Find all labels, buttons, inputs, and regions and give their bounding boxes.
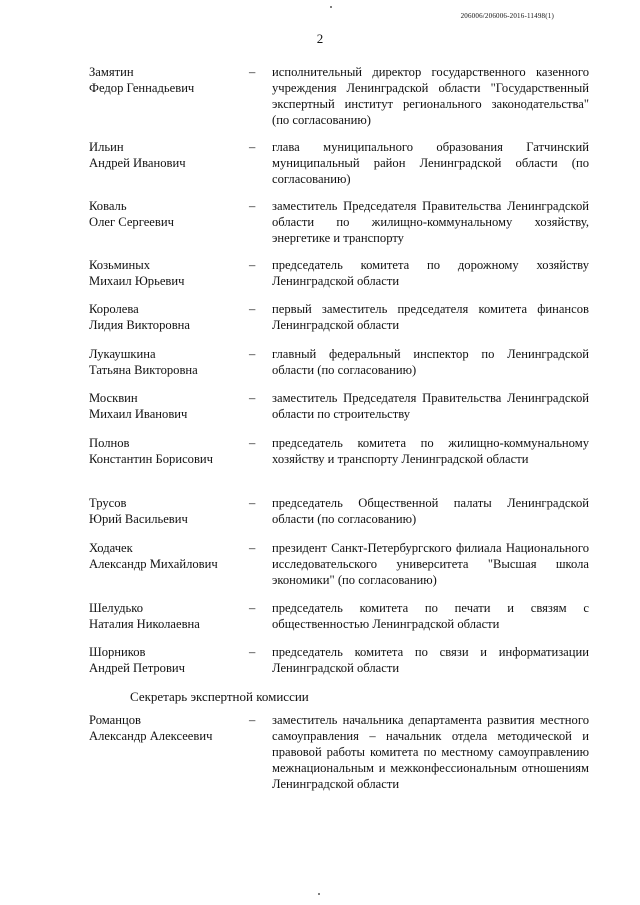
member-name bbox=[89, 346, 249, 378]
member-surname: Королева bbox=[89, 302, 139, 316]
member-given-name: Андрей Иванович bbox=[89, 156, 186, 170]
secretary-name bbox=[89, 712, 249, 744]
dash: – bbox=[249, 199, 256, 213]
scan-mark-top bbox=[330, 6, 332, 8]
member-name bbox=[89, 435, 249, 467]
member-name bbox=[89, 257, 249, 289]
member-role: президент Санкт-Петербургского филиала Национального исследовательского университета "Высшая школа экономики" (по согласованию) bbox=[272, 541, 589, 587]
dash: – bbox=[249, 713, 256, 727]
dash: – bbox=[249, 65, 256, 79]
dash: – bbox=[249, 601, 256, 615]
member-role: председатель комитета по дорожному хозяйству Ленинградской области bbox=[272, 258, 589, 288]
scan-mark-bottom bbox=[318, 893, 320, 895]
member-name bbox=[89, 390, 249, 422]
member-role: председатель комитета по связи и информатизации Ленинградской области bbox=[272, 645, 589, 675]
member-surname: Шелудько bbox=[89, 601, 144, 615]
member-given-name: Юрий Васильевич bbox=[89, 512, 188, 526]
document-id: 206006/206006-2016-11498(1) bbox=[460, 12, 554, 20]
member-role: заместитель Председателя Правительства Ленинградской области по жилищно-коммунальному хозяйству, энергетике и транспорту bbox=[272, 199, 589, 245]
member-surname: Коваль bbox=[89, 199, 127, 213]
member-surname: Трусов bbox=[89, 496, 127, 510]
dash: – bbox=[249, 541, 256, 555]
member-role: председатель Общественной палаты Ленинградской области (по согласованию) bbox=[272, 496, 589, 526]
member-given-name: Александр Михайлович bbox=[89, 557, 218, 571]
member-name bbox=[89, 301, 249, 333]
member-name bbox=[89, 64, 249, 96]
member-surname: Полнов bbox=[89, 436, 130, 450]
member-given-name: Лидия Викторовна bbox=[89, 318, 190, 332]
secretary-surname: Романцов bbox=[89, 713, 141, 727]
member-name bbox=[89, 495, 249, 527]
member-surname: Москвин bbox=[89, 391, 138, 405]
member-surname: Ходачек bbox=[89, 541, 133, 555]
dash: – bbox=[249, 645, 256, 659]
member-name bbox=[89, 540, 249, 572]
member-name bbox=[89, 600, 249, 632]
member-role: главный федеральный инспектор по Ленинградской области (по согласованию) bbox=[272, 347, 589, 377]
dash: – bbox=[249, 302, 256, 316]
member-name bbox=[89, 139, 249, 171]
page-number: 2 bbox=[316, 31, 324, 46]
member-role: заместитель Председателя Правительства Ленинградской области по строительству bbox=[272, 391, 589, 421]
member-surname: Шорников bbox=[89, 645, 146, 659]
secretary-role: заместитель начальника департамента развития местного самоуправления – начальник отдела методической и правовой работы комитета по местному самоуправлению межнациональным и межконфессиональным отношениям Ленинградской области bbox=[272, 713, 589, 791]
member-role: исполнительный директор государственного казенного учреждения Ленинградской области "Государственный экспертный институт регионального законодательства" (по согласованию) bbox=[272, 65, 589, 127]
member-given-name: Андрей Петрович bbox=[89, 661, 185, 675]
dash: – bbox=[249, 391, 256, 405]
dash: – bbox=[249, 140, 256, 154]
member-given-name: Олег Сергеевич bbox=[89, 215, 174, 229]
member-given-name: Михаил Иванович bbox=[89, 407, 188, 421]
secretary-heading: Секретарь экспертной комиссии bbox=[130, 689, 309, 704]
member-surname: Замятин bbox=[89, 65, 134, 79]
member-given-name: Константин Борисович bbox=[89, 452, 213, 466]
member-given-name: Михаил Юрьевич bbox=[89, 274, 185, 288]
member-given-name: Татьяна Викторовна bbox=[89, 363, 198, 377]
secretary-given-name: Александр Алексеевич bbox=[89, 729, 213, 743]
member-name bbox=[89, 198, 249, 230]
dash: – bbox=[249, 436, 256, 450]
member-given-name: Наталия Николаевна bbox=[89, 617, 200, 631]
member-given-name: Федор Геннадьевич bbox=[89, 81, 195, 95]
dash: – bbox=[249, 347, 256, 361]
member-role: председатель комитета по жилищно-коммунальному хозяйству и транспорту Ленинградской области bbox=[272, 436, 589, 466]
member-role: глава муниципального образования Гатчинский муниципальный район Ленинградской области (по согласованию) bbox=[272, 140, 589, 186]
member-surname: Ильин bbox=[89, 140, 124, 154]
member-name bbox=[89, 644, 249, 676]
dash: – bbox=[249, 496, 256, 510]
member-role: первый заместитель председателя комитета финансов Ленинградской области bbox=[272, 302, 589, 332]
dash: – bbox=[249, 258, 256, 272]
member-surname: Козьминых bbox=[89, 258, 150, 272]
member-surname: Лукаушкина bbox=[89, 347, 156, 361]
member-role: председатель комитета по печати и связям с общественностью Ленинградской области bbox=[272, 601, 589, 631]
